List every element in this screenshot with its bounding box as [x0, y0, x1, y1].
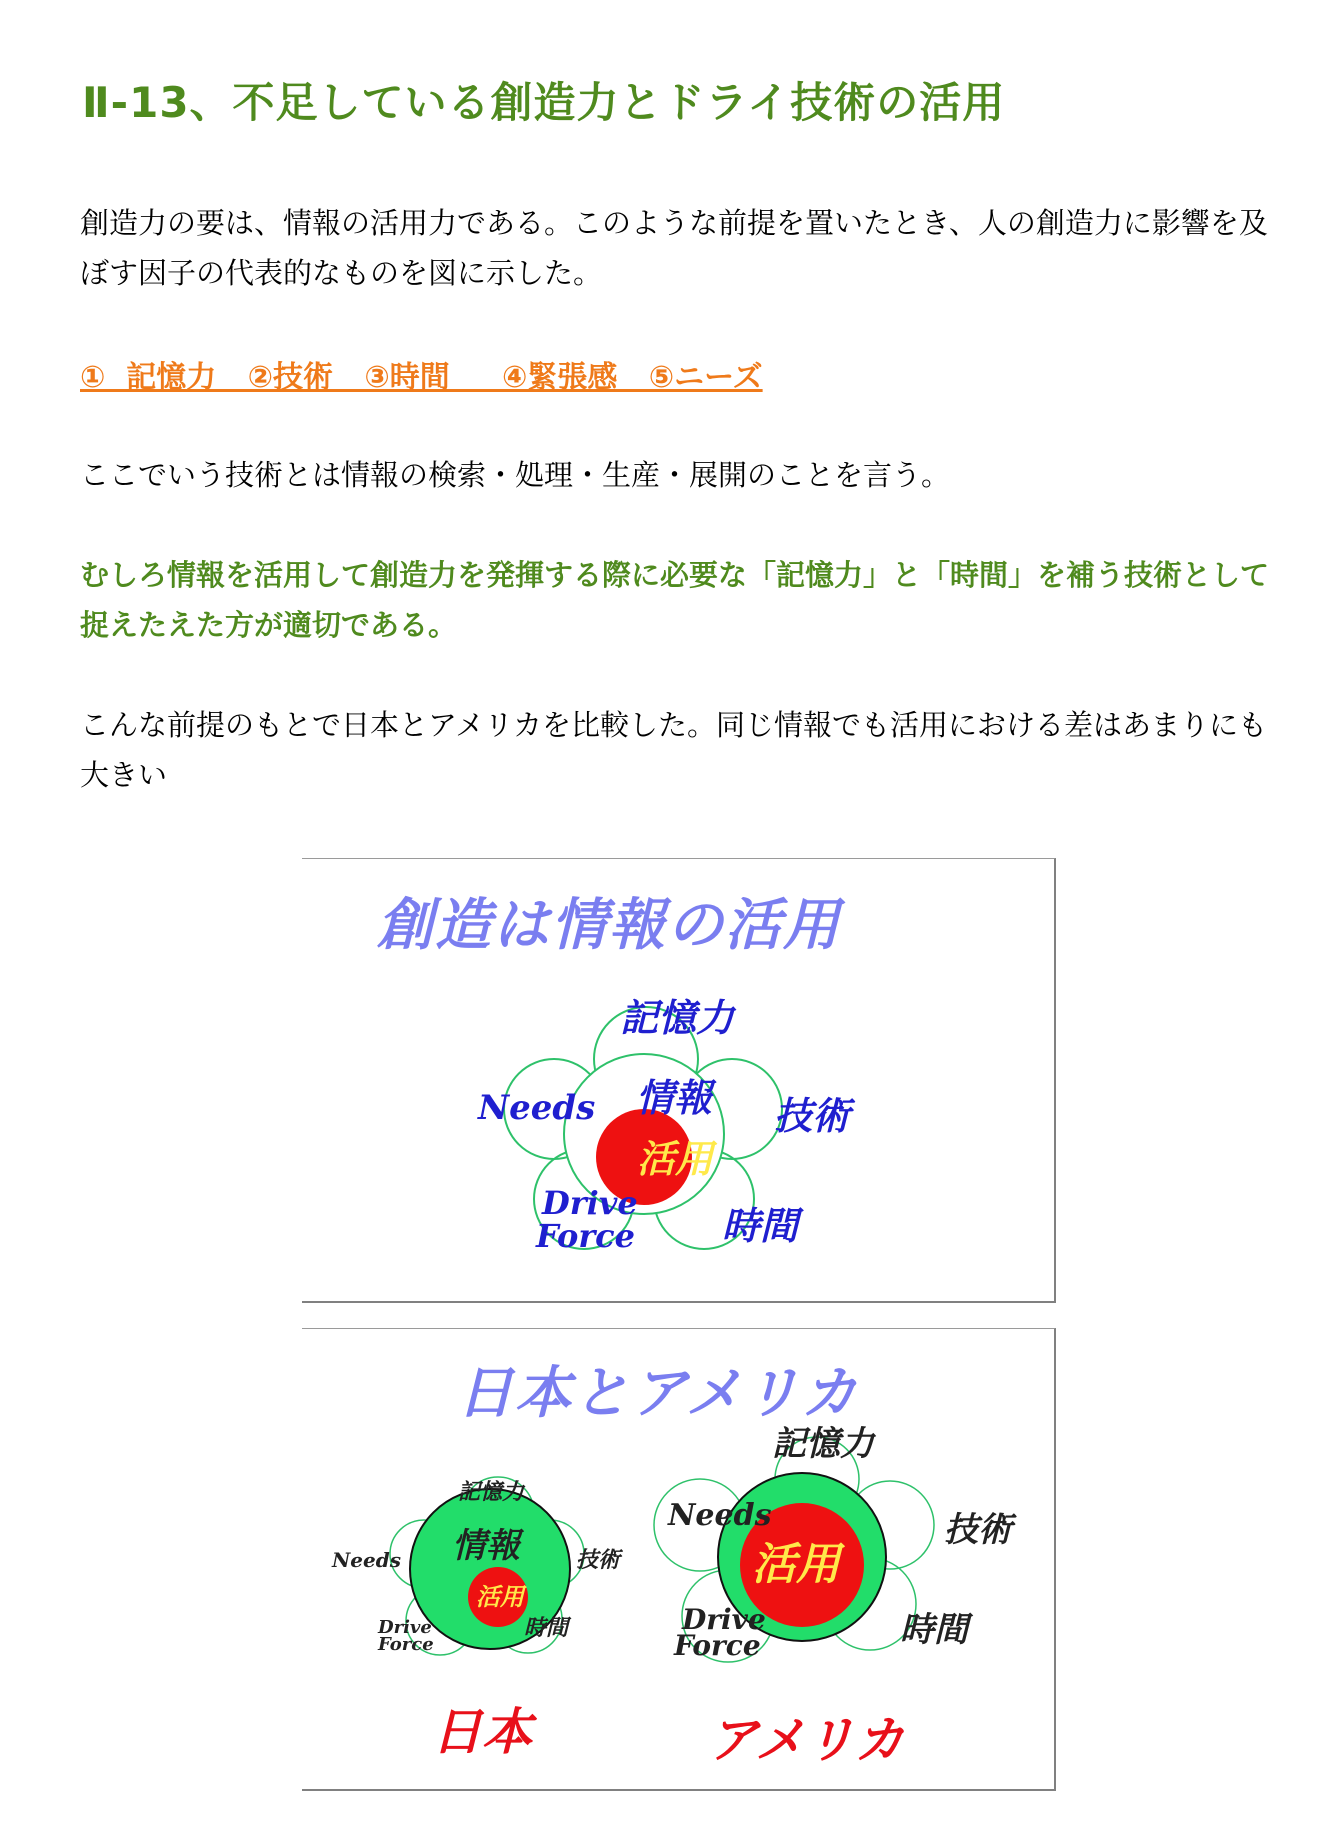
- usa-label-force: Force: [674, 1629, 761, 1662]
- creativity-flower-diagram: [302, 859, 1054, 1301]
- label-tech: 技術: [774, 1094, 851, 1138]
- japan-label-core: 活用: [476, 1583, 524, 1611]
- japan-label-tech: 技術: [576, 1548, 621, 1573]
- label-time: 時間: [722, 1204, 799, 1248]
- figure2-title: 日本とアメリカ: [457, 1361, 860, 1426]
- label-info: 情報: [636, 1076, 713, 1120]
- usa-label-drive: Drive: [682, 1603, 766, 1636]
- technology-definition: ここでいう技術とは情報の検索・処理・生産・展開のことを言う。: [80, 458, 951, 492]
- japan-label-time: 時間: [524, 1616, 569, 1641]
- label-needs: Needs: [478, 1088, 596, 1128]
- intro-paragraph: 創造力の要は、情報の活用力である。このような前提を置いたとき、人の創造力に影響を及ぼす因子の代表的なものを図に示した。: [80, 206, 1268, 290]
- comparison-paragraph: こんな前提のもとで日本とアメリカを比較した。同じ情報でも活用における差はあまりにも大きい: [80, 708, 1267, 792]
- usa-label-core: 活用: [752, 1539, 840, 1590]
- usa-label-tech: 技術: [944, 1510, 1012, 1550]
- japan-label-memory: 記憶力: [458, 1480, 525, 1505]
- japan-label-drive: Drive: [378, 1617, 432, 1638]
- label-drive: Drive: [542, 1184, 638, 1222]
- japan-label-needs: Needs: [332, 1548, 401, 1572]
- usa-caption: アメリカ: [708, 1711, 905, 1769]
- figure-japan-usa: [302, 1328, 1056, 1791]
- figure-creativity: [302, 858, 1056, 1303]
- japan-usa-flower-diagram: [302, 1329, 1054, 1789]
- japan-caption: 日本: [432, 1703, 532, 1761]
- usa-label-memory: 記憶力: [772, 1424, 874, 1464]
- usa-label-needs: Needs: [668, 1498, 772, 1533]
- usa-label-time: 時間: [900, 1610, 968, 1650]
- factor-list: ① 記憶力 ②技術 ③時間 ④緊張感 ⑤ニーズ: [80, 360, 763, 395]
- label-memory: 記憶力: [620, 996, 735, 1040]
- label-core: 活用: [637, 1137, 714, 1181]
- figure1-title: 創造は情報の活用: [377, 893, 841, 958]
- page-heading: Ⅱ-13、不足している創造力とドライ技術の活用: [82, 78, 1006, 127]
- label-force: Force: [536, 1217, 636, 1255]
- japan-label-force: Force: [378, 1634, 434, 1655]
- japan-label-info: 情報: [452, 1526, 520, 1566]
- emphasis-paragraph: むしろ情報を活用して創造力を発揮する際に必要な「記憶力」と「時間」を補う技術として捉えたえた方が適切である。: [80, 558, 1270, 642]
